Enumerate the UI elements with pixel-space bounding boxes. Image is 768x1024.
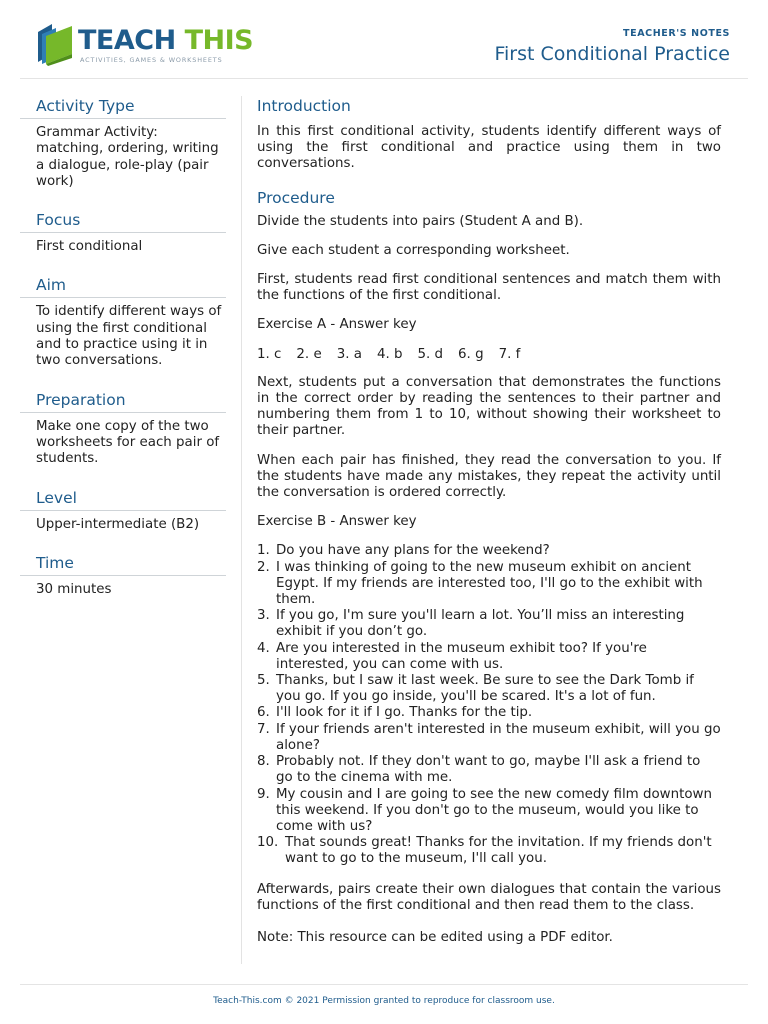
list-number: 8.	[257, 754, 270, 770]
sidebar-text: First conditional	[36, 239, 143, 255]
column-divider	[241, 96, 242, 964]
sidebar-text: To identify different ways of using the first conditional and to practice using it in two conversations.	[36, 304, 222, 369]
teach-this-logo	[36, 22, 254, 70]
list-number: 6.	[257, 705, 270, 721]
answer-a-item: 2. e	[296, 346, 322, 362]
list-item	[257, 673, 721, 705]
sidebar	[20, 94, 226, 616]
list-number: 2.	[257, 559, 270, 575]
sidebar-section-level	[20, 486, 226, 533]
list-item	[257, 754, 721, 786]
sidebar-heading: Aim	[20, 273, 226, 298]
introduction-heading: Introduction	[257, 97, 351, 115]
list-text: My cousin and I are going to see the new comedy film downtown this weekend. If you don't go to the museum, would you like to come with us?	[276, 786, 712, 834]
procedure-paragraph: Next, students put a conversation that demonstrates the functions in the correct order by reading the sentences to their partner and numbering them from 1 to 10, without showing their worksheet to their partner.	[257, 374, 721, 439]
procedure-paragraph: First, students read first conditional sentences and match them with the functions of the first conditional.	[257, 272, 721, 304]
list-number: 9.	[257, 786, 270, 802]
header-label: TEACHER'S NOTES	[623, 28, 730, 39]
procedure-paragraph: When each pair has finished, they read the conversation to you. If the students have made any mistakes, they repeat the activity until the conversation is ordered correctly.	[257, 452, 721, 501]
sidebar-heading: Preparation	[20, 388, 226, 413]
sidebar-text: 30 minutes	[36, 581, 112, 597]
answer-a-item: 6. g	[458, 346, 484, 362]
sidebar-section-aim	[20, 273, 226, 369]
list-text: If you go, I'm sure you'll learn a lot. You’ll miss an interesting exhibit if you don’t go.	[276, 608, 685, 640]
list-item	[257, 608, 721, 640]
list-number: 7.	[257, 721, 270, 737]
procedure-paragraph: Divide the students into pairs (Student A and B).	[257, 213, 584, 229]
list-number: 10.	[257, 835, 279, 851]
editing-note: Note: This resource can be edited using a PDF editor.	[257, 929, 613, 945]
procedure-paragraph: Afterwards, pairs create their own dialogues that contain the various functions of the first conditional and then read them to the class.	[257, 881, 721, 913]
list-text: If your friends aren't interested in the museum exhibit, will you go alone?	[276, 721, 721, 753]
footer-divider	[20, 984, 748, 985]
list-text: I was thinking of going to the new museum exhibit on ancient Egypt. If my friends are interested too, I'll go to the exhibit with them.	[276, 559, 703, 608]
sidebar-heading: Focus	[20, 208, 226, 233]
list-text: Are you interested in the museum exhibit too? If you're interested, you can come with us.	[276, 640, 647, 672]
list-number: 4.	[257, 640, 270, 656]
sidebar-text: Upper-intermediate (B2)	[36, 516, 200, 532]
page-header	[0, 0, 768, 80]
procedure-paragraph: Give each student a corresponding worksheet.	[257, 242, 570, 258]
sidebar-section-time	[20, 551, 226, 598]
list-number: 5.	[257, 673, 270, 689]
main-content	[257, 94, 721, 959]
answer-a-item: 5. d	[417, 346, 444, 362]
exercise-a-label: Exercise A - Answer key	[257, 317, 417, 333]
list-item	[257, 705, 721, 721]
list-item	[257, 560, 721, 609]
sidebar-section-preparation	[20, 388, 226, 468]
answer-a-item: 3. a	[336, 346, 362, 362]
sidebar-section-focus	[20, 208, 226, 255]
sidebar-heading: Time	[20, 551, 226, 576]
exercise-b-label: Exercise B - Answer key	[257, 514, 417, 530]
logo-teach-text: TEACH	[78, 25, 176, 56]
sidebar-heading: Activity Type	[20, 94, 226, 119]
sidebar-heading: Level	[20, 486, 226, 511]
list-item	[257, 722, 721, 754]
logo-tagline: ACTIVITIES, GAMES & WORKSHEETS	[80, 56, 223, 64]
sidebar-text: Make one copy of the two worksheets for each pair of students.	[36, 418, 220, 467]
list-text: Probably not. If they don't want to go, maybe I'll ask a friend to go to the cinema with me.	[276, 754, 701, 786]
answer-a-item: 1. c	[257, 346, 282, 362]
procedure-heading: Procedure	[257, 188, 335, 207]
exercise-b-answer-key	[257, 543, 721, 867]
list-item	[257, 543, 721, 559]
sidebar-section-activity-type	[20, 94, 226, 190]
list-text: Do you have any plans for the weekend?	[276, 543, 550, 559]
list-number: 3.	[257, 608, 270, 624]
answer-a-item: 7. f	[498, 346, 521, 362]
list-item	[257, 787, 721, 836]
footer-copyright: Teach-This.com © 2021 Permission granted to reproduce for classroom use.	[213, 996, 555, 1006]
sidebar-text: Grammar Activity: matching, ordering, writing a dialogue, role-play (pair work)	[36, 125, 219, 189]
header-divider	[20, 78, 748, 79]
list-item	[257, 641, 721, 673]
introduction-text: In this first conditional activity, students identify different ways of using the first conditional and practice using them in two conversations.	[257, 124, 721, 172]
logo-this-text: THIS	[184, 25, 254, 56]
list-item	[257, 835, 721, 867]
list-number: 1.	[257, 543, 270, 559]
list-text: I'll look for it if I go. Thanks for the tip.	[276, 705, 533, 721]
list-text: Thanks, but I saw it last week. Be sure to see the Dark Tomb if you go. If you go inside, you'll be scared. It's a lot of fun.	[276, 673, 694, 705]
exercise-a-answer-key	[257, 347, 721, 363]
book-icon	[36, 22, 74, 66]
answer-a-item: 4. b	[376, 346, 403, 362]
list-text: That sounds great! Thanks for the invitation. If my friends don't want to go to the museum, I'll call you.	[285, 835, 712, 867]
page-title: First Conditional Practice	[494, 43, 730, 65]
logo-wordmark	[78, 26, 253, 56]
